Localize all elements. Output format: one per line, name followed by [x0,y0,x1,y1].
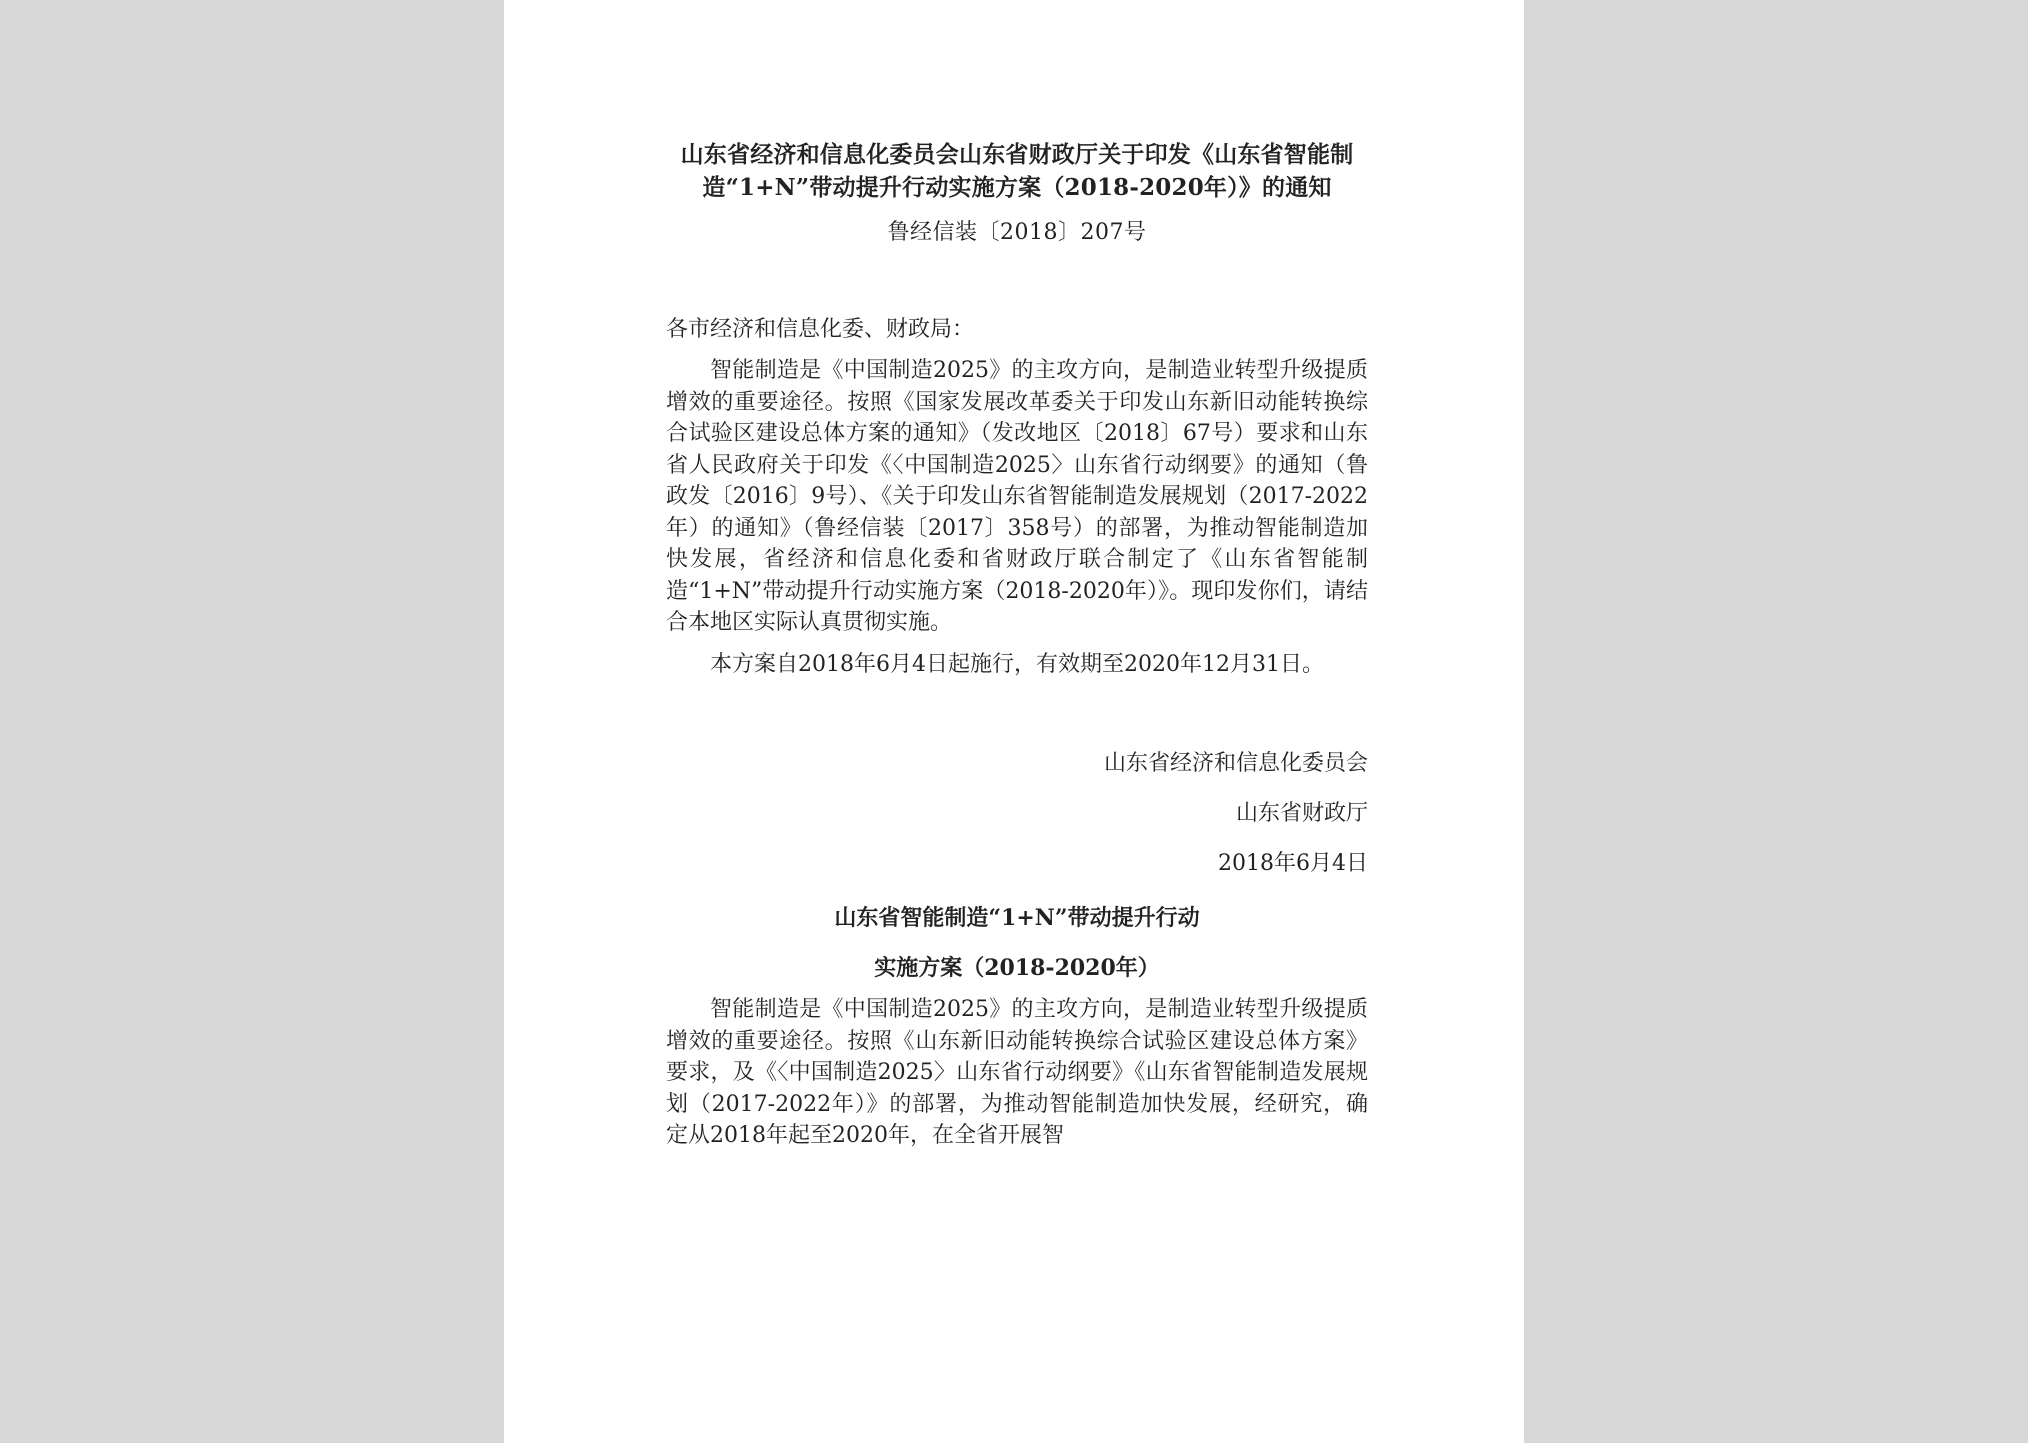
document-content [666,138,1368,1152]
document-page [504,0,1524,1443]
scheme-title-line2: 实施方案（2018-2020年） [874,955,1160,981]
signature-block [666,748,1368,879]
signature-issuer-1: 山东省经济和信息化委员会 [1103,751,1368,776]
body-paragraph: 智能制造是《中国制造2025》的主攻方向，是制造业转型升级提质增效的重要途径。按照《国家发展改革委关于印发山东新旧动能转换综合试验区建设总体方案的通知》（发改地区〔2018〕67号）要求和山东省人民政府关于印发《〈中国制造2025〉山东省行动纲要》的通知（鲁政发〔2016〕9号）、《关于印发山东省智能制造发展规划（2017-2022年）的通知》（鲁经信装〔2017〕358号）的部署，为推动智能制造加快发展，省经济和信息化委和省财政厅联合制定了《山东省智能制造“1+N”带动提升行动实施方案（2018-2020年）》。现印发你们，请结合本地区实际认真贯彻实施。 [666,358,1368,635]
effective-date-paragraph: 本方案自2018年6月4日起施行，有效期至2020年12月31日。 [710,651,1324,677]
scheme-title-line1: 山东省智能制造“1+N”带动提升行动 [834,905,1200,931]
scheme-intro-paragraph: 智能制造是《中国制造2025》的主攻方向，是制造业转型升级提质增效的重要途径。按照《山东新旧动能转换综合试验区建设总体方案》要求，及《〈中国制造2025〉山东省行动纲要》《山东省智能制造发展规划（2017-2022年）》的部署，为推动智能制造加快发展，经研究，确定从2018年起至2020年，在全省开展智 [666,997,1368,1148]
salutation: 各市经济和信息化委、财政局： [666,317,975,342]
document-number: 鲁经信装〔2018〕207号 [887,220,1147,245]
notice-title: 山东省经济和信息化委员会山东省财政厅关于印发《山东省智能制造“1+N”带动提升行动实施方案（2018-2020年）》的通知 [680,141,1354,201]
signature-date: 2018年6月4日 [1218,851,1368,876]
signature-issuer-2: 山东省财政厅 [1235,801,1368,826]
